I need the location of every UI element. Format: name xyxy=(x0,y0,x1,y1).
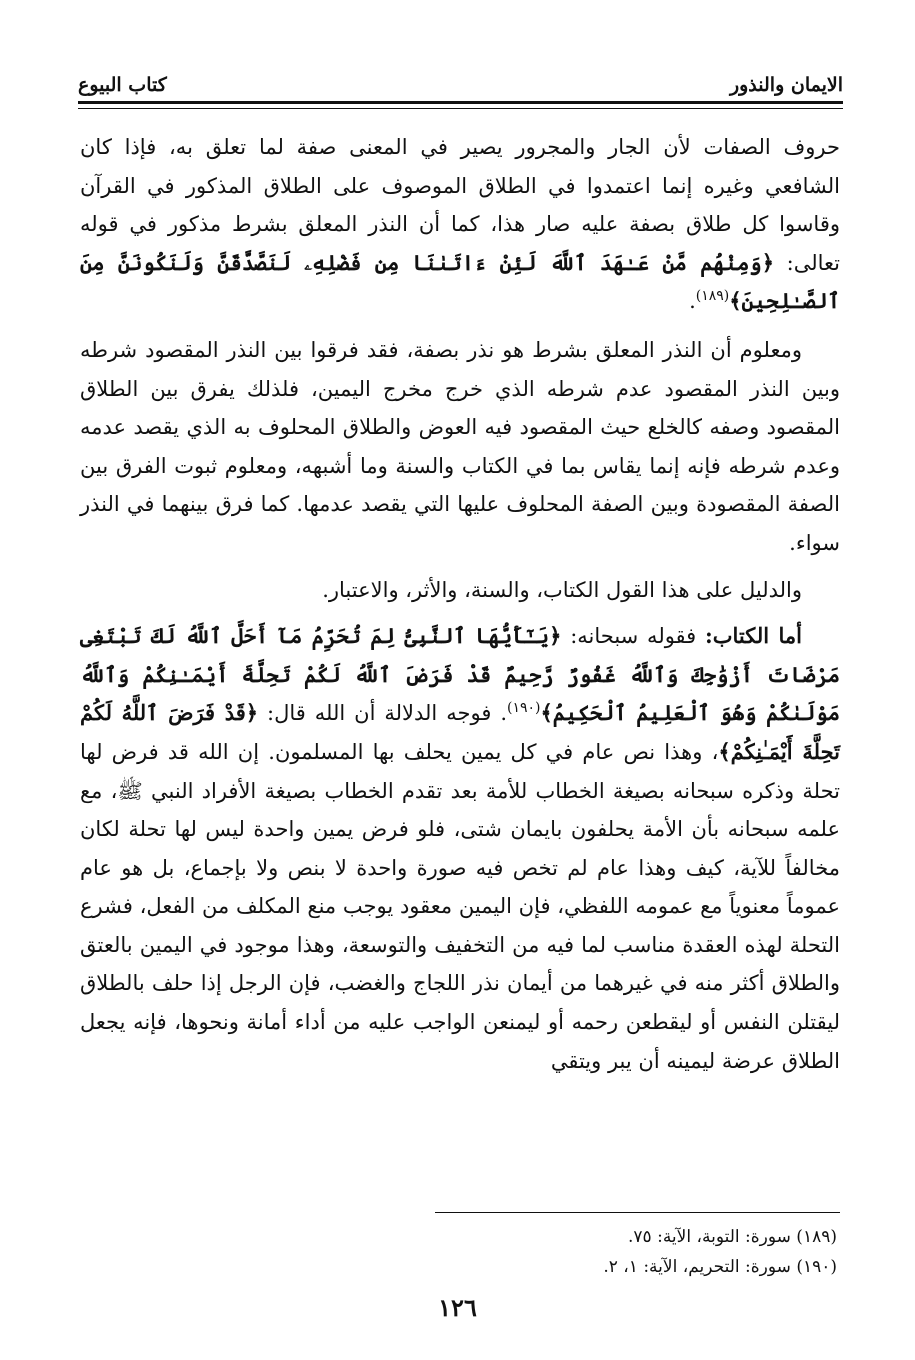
main-text xyxy=(80,128,840,1080)
running-header xyxy=(78,60,843,96)
paragraph-4-text-2: . فوجه الدلالة أن الله قال: xyxy=(258,701,507,726)
paragraph-2: ومعلوم أن النذر المعلق بشرط هو نذر بصفة، فقد فرقوا بين النذر المقصود شرطه وبين النذر المقصود عدم شرطه الذي خرج مخرج اليمين، فلذلك يفرق بين الطلاق المقصود وصفه كالخلع حيث المقصود فيه العوض والطلاق المحلوف به الذي يقصد عدمه وعدم شرطه فإنه إنما يقاس بما في الكتاب والسنة وما أشبهه، ومعلوم ثبوت الفرق بين الصفة المقصودة وبين الصفة المحلوف عليها التي يقصد عدمها. كما فرق بينهما في النذر سواء. xyxy=(80,337,840,555)
section-lead-kitab: أما الكتاب: xyxy=(705,623,803,649)
paragraph-4-text-3: ، وهذا نص عام في كل يمين يحلف بها المسلمون. إن الله قد فرض لها تحلة وذكره سبحانه بصيغة الخطاب للأمة بعد تقدم الخطاب بصيغة الأفراد النبي ﷺ، مع علمه سبحانه بأن الأمة يحلفون بايمان شتى، فلو فرض يمين واحدة ليس لها تحلة لكان مخالفاً للآية، كيف وهذا عام لم تخص فيه صورة واحدة لا بنص ولا بإجماع، بل هو عام عموماً معنوياً مع عمومه اللفظي، فإن اليمين معقود يوجب منع المكلف من الفعل، فشرع التحلة لهذه العقدة مناسب لما فيه من التخفيف والتوسعة، وهذا موجود في اليمين بالعتق والطلاق أكثر منه في غيرهما من أيمان نذر اللجاج والغضب، فإن الرجل إذا حلف بالطلاق ليقتلن النفس أو ليقطعن رحمه أو ليمنعن الواجب عليه من أداء أمانة ونحوها، فإنه يجعل الطلاق عرضة ليمينه أن يبر ويتقي xyxy=(80,739,840,1073)
book-title: كتاب البيوع xyxy=(78,74,167,96)
paragraph-4 xyxy=(80,617,840,1080)
footnote-ref-190: (١٩٠) xyxy=(507,700,541,717)
paragraph-3: والدليل على هذا القول الكتاب، والسنة، والأثر، والاعتبار. xyxy=(322,577,802,602)
section-title: الايمان والنذور xyxy=(729,74,843,96)
quran-verse-190: ﴿يَـٰٓأَيُّهَا ٱلنَّبِىُّ لِمَ تُحَرِّمُ مَآ أَحَلَّ ٱللَّهُ لَكَ تَبْتَغِى مَرْضَاتَ أَزْوَٰجِكَ وَٱللَّهُ غَفُورٌ رَّحِيمٌ قَدْ فَرَضَ ٱللَّهُ لَكُمْ تَحِلَّةَ أَيْمَـٰنِكُمْ وَٱللَّهُ مَوْلَىٰكُمْ وَهُوَ ٱلْعَلِيمُ ٱلْحَكِيمُ﴾ xyxy=(80,623,840,726)
paragraph-1 xyxy=(80,128,840,321)
header-rule-thick xyxy=(78,101,843,104)
paragraph-1-end: . xyxy=(689,289,696,314)
footnote-separator xyxy=(435,1212,840,1213)
footnotes xyxy=(300,1222,837,1282)
page-number: ١٢٦ xyxy=(438,1293,477,1322)
quran-verse-quote: ﴿قَدْ فَرَضَ ٱللَّهُ لَكُمْ تَحِلَّةَ أَيْمَـٰنِكُمْ﴾ xyxy=(80,700,840,764)
footnote-ref-189: (١٨٩) xyxy=(695,288,730,305)
footnote-189: (١٨٩) سورة: التوبة، الآية: ٧٥. xyxy=(628,1227,837,1247)
quran-verse-189: ﴿وَمِنْهُم مَّنْ عَـٰهَدَ ٱللَّهَ لَئِنْ ءَاتَىٰنَا مِن فَضْلِهِۦ لَنَصَّدَّقَنَّ وَلَنَكُونَنَّ مِنَ ٱلصَّـٰلِحِينَ﴾ xyxy=(80,249,840,314)
paragraph-1-text: حروف الصفات لأن الجار والمجرور يصير في المعنى صفة لما تعلق به، فإذا كان الشافعي وغيره إنما اعتمدوا في الطلاق الموصوف على الطلاق المذكور في القرآن وقاسوا كل طلاق بصفة عليه صار هذا، كما أن النذر المعلق بشرط مذكور في قوله تعالى: xyxy=(80,135,840,275)
header-rule-thin xyxy=(78,108,843,109)
footnote-190: (١٩٠) سورة: التحريم، الآية: ١، ٢. xyxy=(603,1257,837,1277)
paragraph-4-text-1: فقوله سبحانه: xyxy=(561,624,706,649)
